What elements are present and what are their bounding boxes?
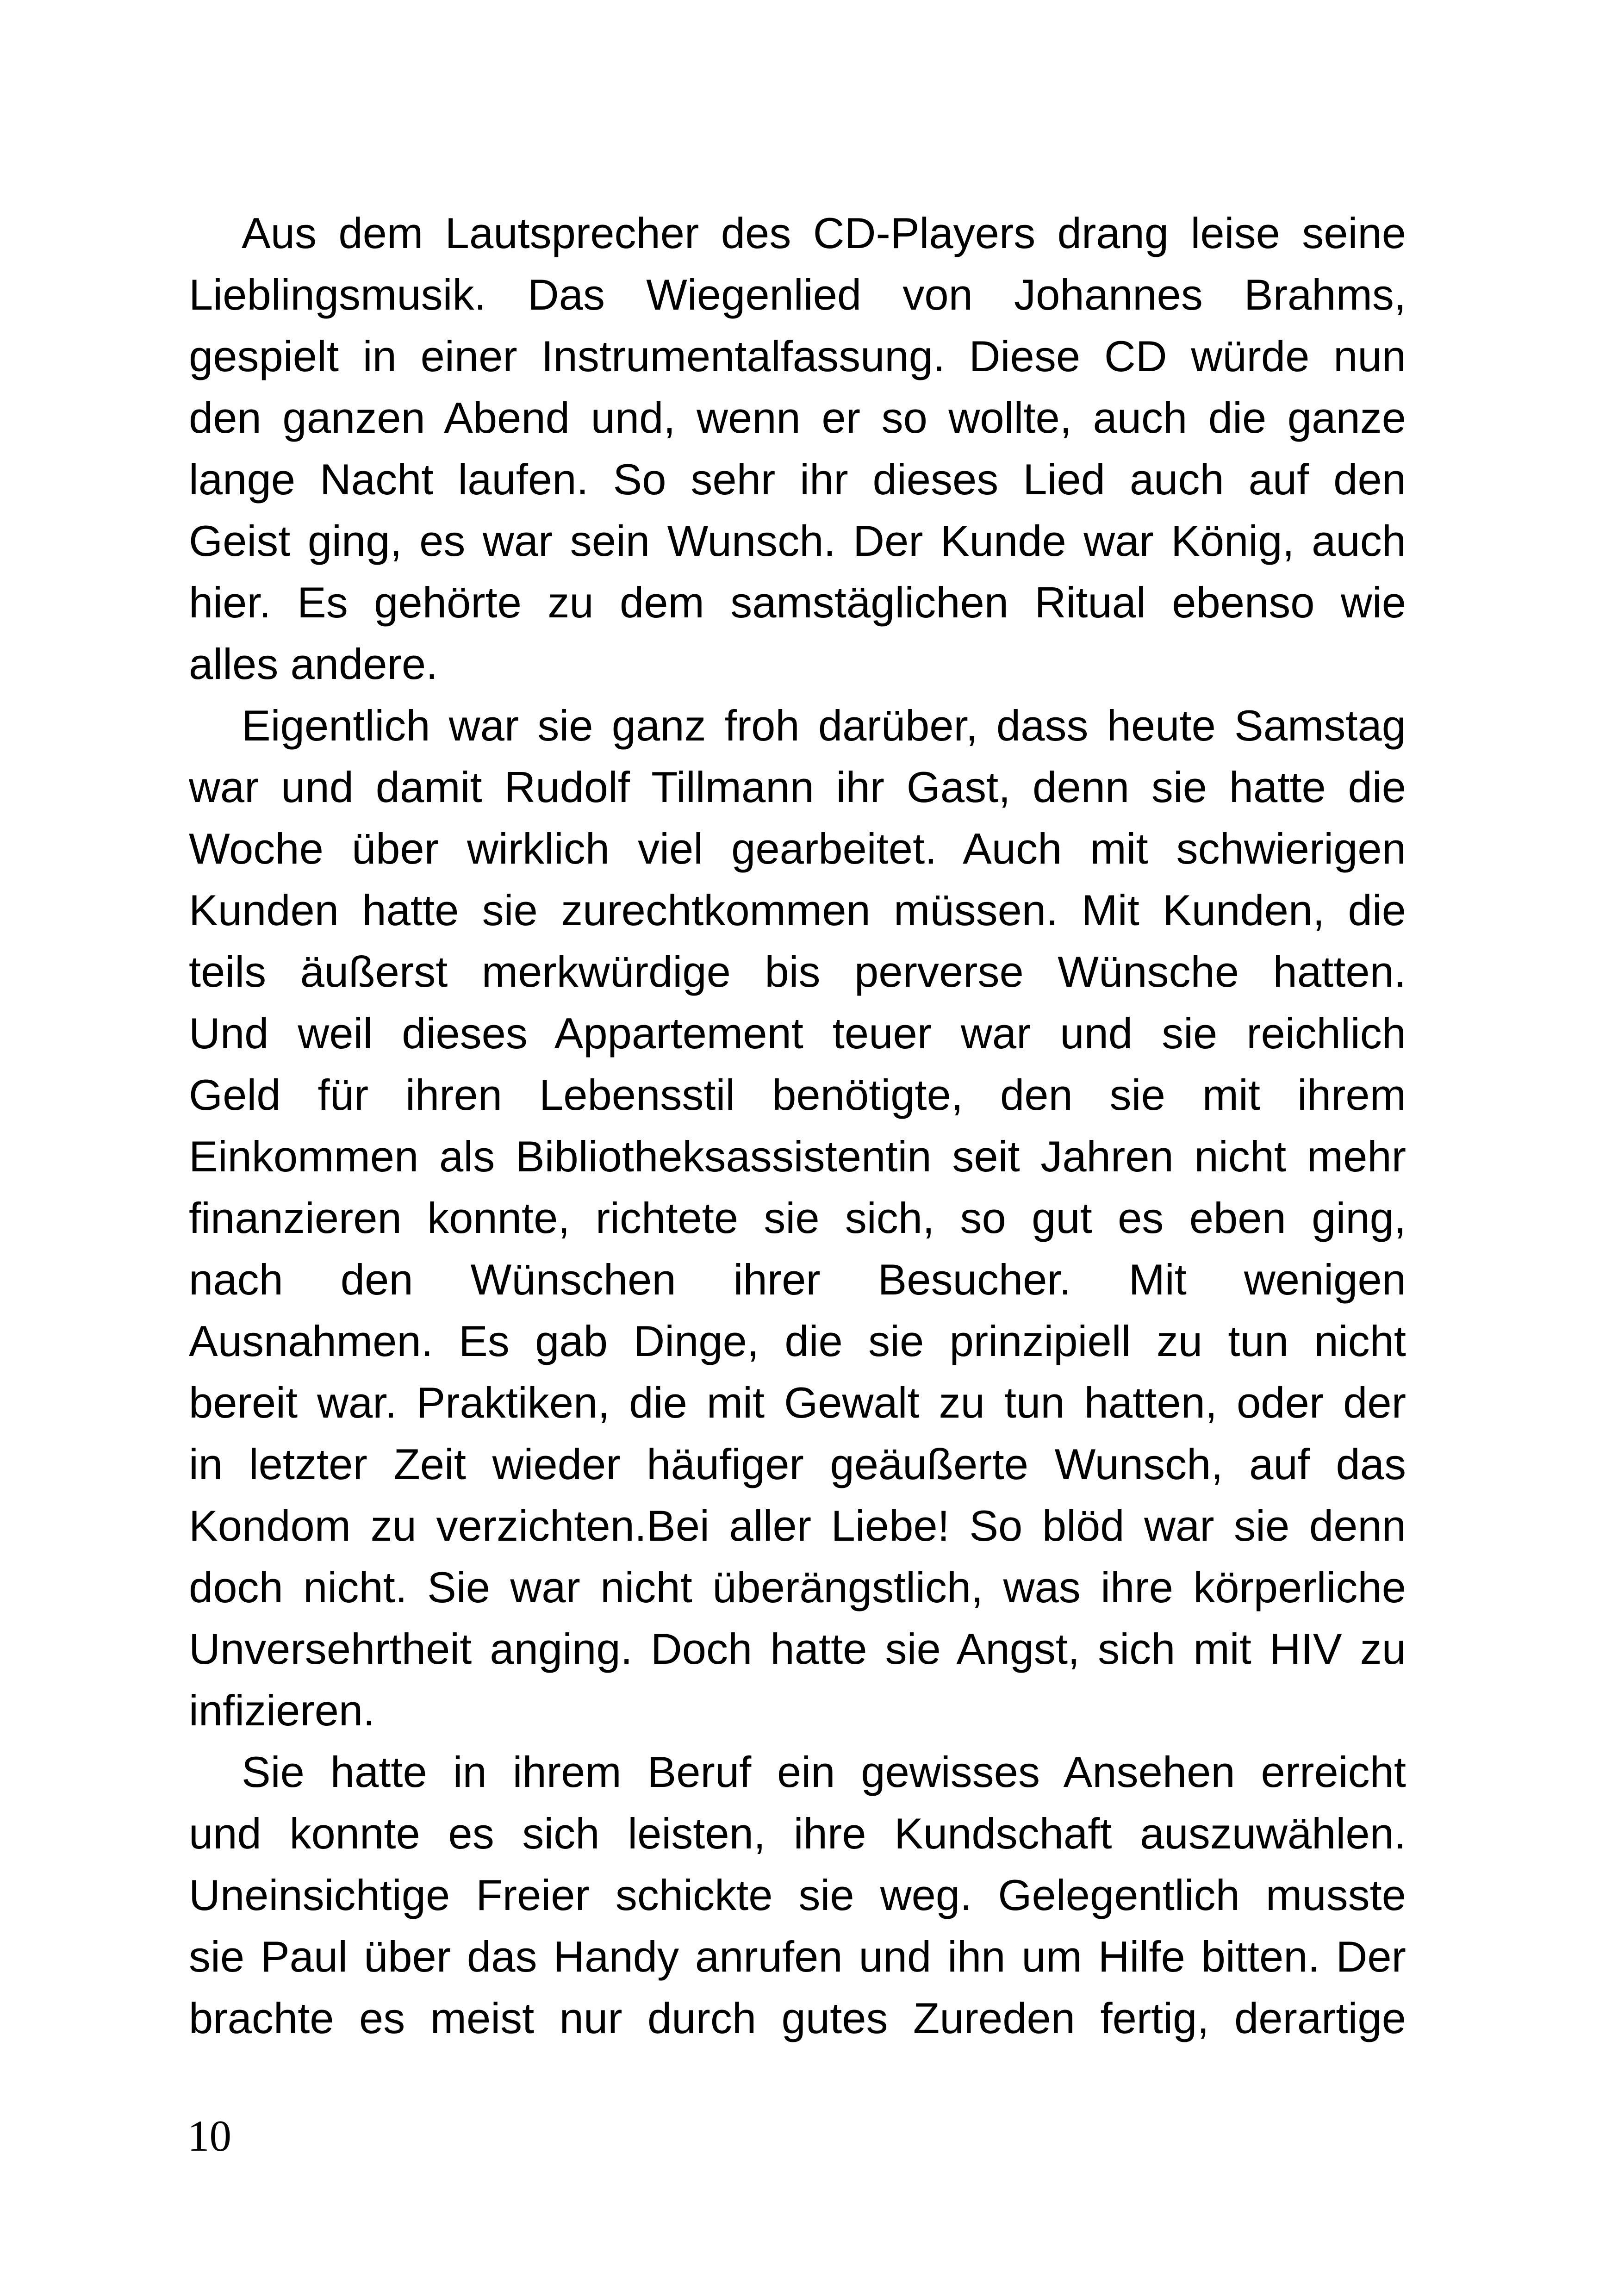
text-line: Eigentlich war sie ganz froh darüber, dass heute Samstag <box>242 701 1406 750</box>
text-line: Einkommen als Bibliotheksassistentin seit Jahren nicht mehr <box>189 1132 1406 1181</box>
text-line: Geist ging, es war sein Wunsch. Der Kunde war König, auch <box>189 516 1406 565</box>
text-line: Woche über wirklich viel gearbeitet. Auch mit schwierigen <box>189 824 1406 873</box>
text-line: alles andere. <box>189 640 438 688</box>
text-line: finanzieren konnte, richtete sie sich, so gut es eben ging, <box>189 1194 1406 1242</box>
text-line: den ganzen Abend und, wenn er so wollte, auch die ganze <box>189 393 1406 442</box>
text-line: Kunden hatte sie zurechtkommen müssen. Mit Kunden, die <box>189 886 1406 934</box>
text-line: teils äußerst merkwürdige bis perverse Wünsche hatten. <box>189 947 1406 996</box>
text-line: doch nicht. Sie war nicht überängstlich, was ihre körperliche <box>189 1563 1406 1612</box>
text-line: sie Paul über das Handy anrufen und ihn um Hilfe bitten. Der <box>189 1932 1406 1981</box>
text-line: Aus dem Lautsprecher des CD-Players drang leise seine <box>242 209 1406 257</box>
text-line: lange Nacht laufen. So sehr ihr dieses Lied auch auf den <box>189 455 1406 504</box>
paragraph <box>189 202 1406 695</box>
text-line: Lieblingsmusik. Das Wiegenlied von Johannes Brahms, <box>189 270 1406 319</box>
text-line: in letzter Zeit wieder häufiger geäußerte Wunsch, auf das <box>189 1440 1406 1488</box>
page-number: 10 <box>187 2111 231 2160</box>
text-line: Geld für ihren Lebensstil benötigte, den sie mit ihrem <box>189 1070 1406 1119</box>
text-line: war und damit Rudolf Tillmann ihr Gast, denn sie hatte die <box>189 763 1406 811</box>
text-line: Sie hatte in ihrem Beruf ein gewisses Ansehen erreicht <box>242 1748 1406 1796</box>
text-line: gespielt in einer Instrumentalfassung. Diese CD würde nun <box>189 332 1406 380</box>
text-line: hier. Es gehörte zu dem samstäglichen Ritual ebenso wie <box>189 578 1406 627</box>
paragraph <box>189 1741 1406 2049</box>
text-line: bereit war. Praktiken, die mit Gewalt zu tun hatten, oder der <box>189 1378 1406 1427</box>
text-line: und konnte es sich leisten, ihre Kundschaft auszuwählen. <box>189 1809 1406 1858</box>
text-line: Ausnahmen. Es gab Dinge, die sie prinzipiell zu tun nicht <box>189 1317 1406 1365</box>
text-line: Kondom zu verzichten.Bei aller Liebe! So blöd war sie denn <box>189 1501 1406 1550</box>
text-line: nach den Wünschen ihrer Besucher. Mit wenigen <box>189 1255 1406 1304</box>
text-line: brachte es meist nur durch gutes Zureden fertig, derartige <box>189 1994 1406 2042</box>
paragraph <box>189 695 1406 1741</box>
text-line: Uneinsichtige Freier schickte sie weg. Gelegentlich musste <box>189 1871 1406 1919</box>
text-line: infizieren. <box>189 1686 375 1735</box>
text-line: Und weil dieses Appartement teuer war und sie reichlich <box>189 1009 1406 1058</box>
text-line: Unversehrtheit anging. Doch hatte sie Angst, sich mit HIV zu <box>189 1624 1406 1673</box>
page-text <box>189 202 1406 2049</box>
